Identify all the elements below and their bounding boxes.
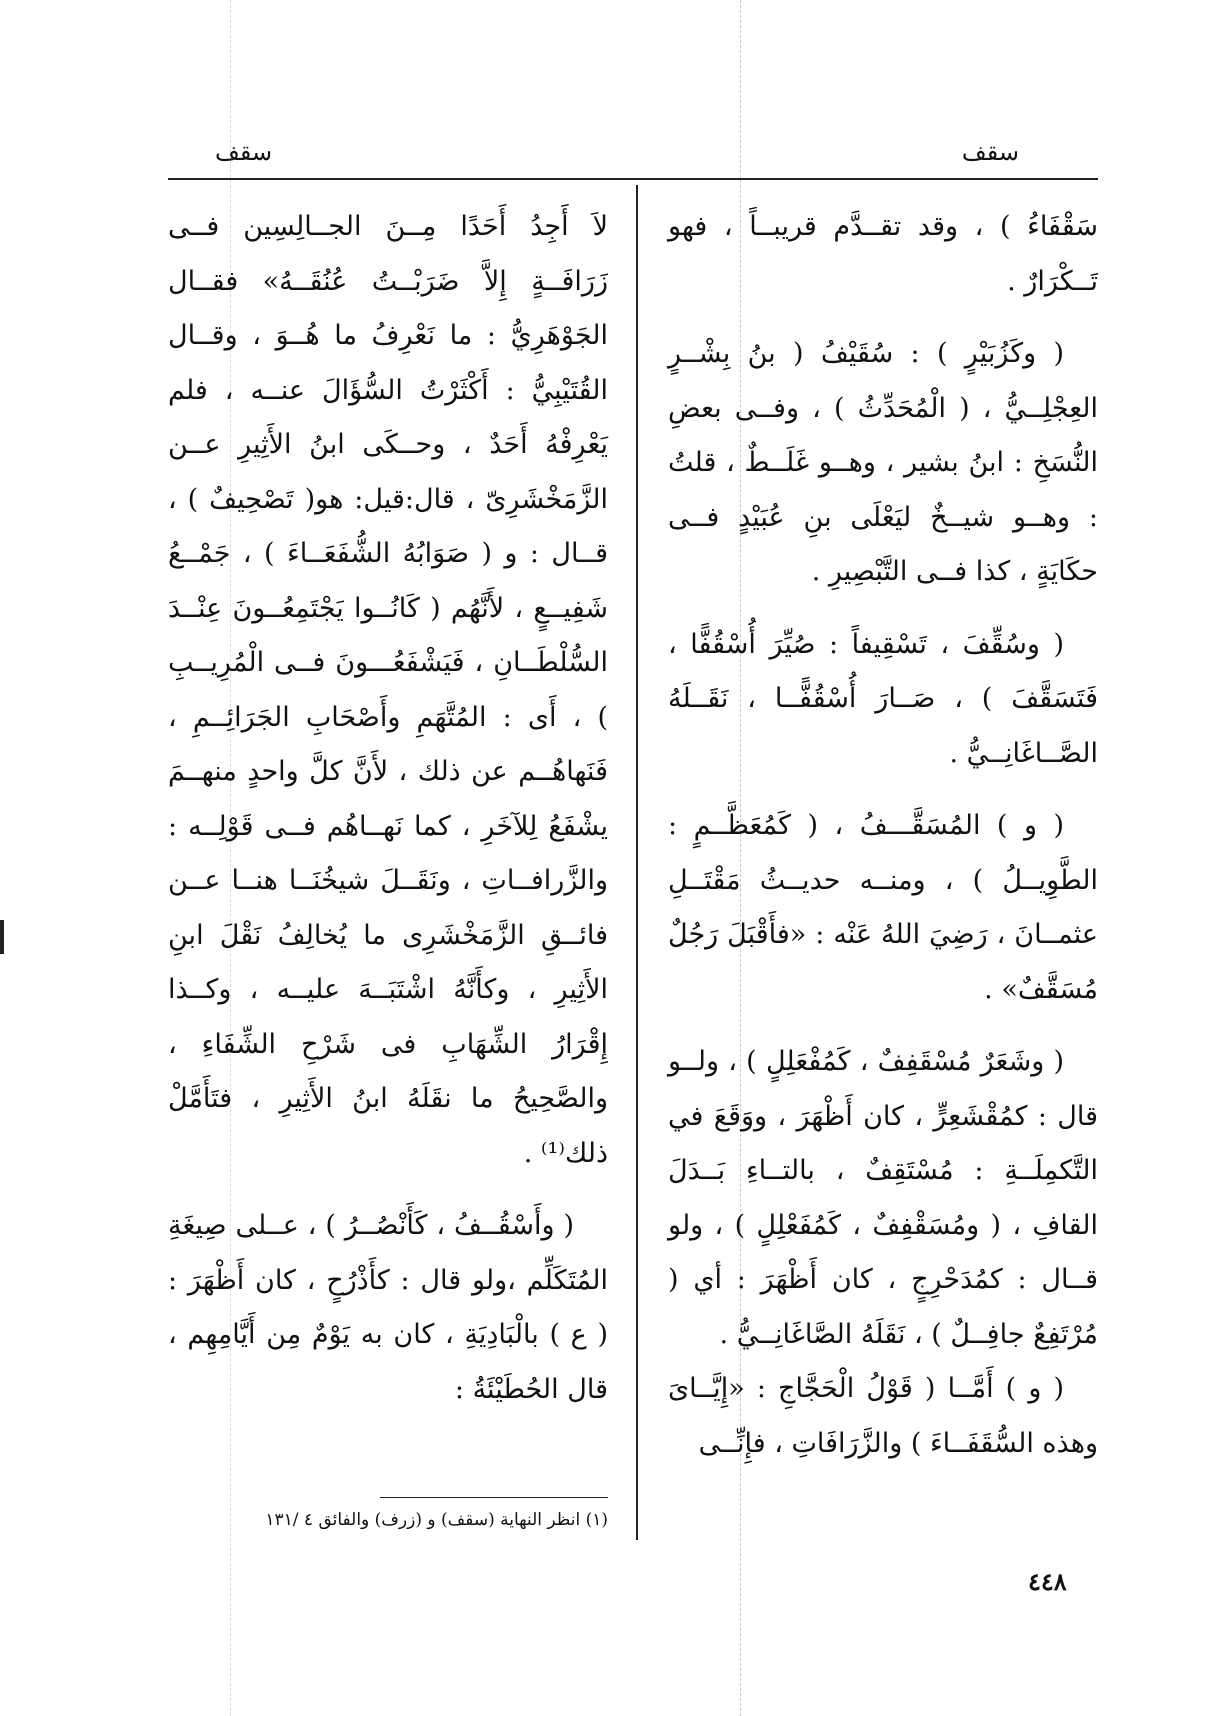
left-column (168, 200, 608, 1417)
entry-paragraph: ( وسُقِّفَ ، تَسْقِيفاً : صُيِّرَ أُسْقُفًّا ، فَتَسَقَّفَ ) ، صَــارَ أُسْقُفًّــا ، نَقَــلَهُ الصَّــاغَانِــيُّ . (668, 628, 1098, 769)
entry-paragraph: سَقْفَاءُ ) ، وقد تقــدَّم قريبــاً ، فهو تَــكْرَارٌ . (668, 211, 1098, 297)
entry-paragraph: ( و ) أَمَّــا ( قَوْلُ الْحَجَّاجِ : «إِيَّــاىَ وهذه السُّقَفَــاءَ ) والزَّرَافَاتِ ، فإِنِّــى (668, 1373, 1098, 1459)
entry-paragraph: ( وشَعَرٌ مُسْقَفِفٌ ، كَمُفْعَلِلٍ ) ، ولــو قال : كمُقْشَعِرٍّ ، كان أَظْهَرَ ، ووَقَعَ في التَّكمِلَــةِ : مُسْتَقِفٌ ، بالتــاءِ بَــدَلَ القافِ ، ( ومُسَقْفِفٌ ، كَمُفَعْلِلٍ ) ، ولو قــال : كمُدَحْرِجٍ ، كان أَظْهَرَ : أي ( مُرْتَفِعٌ جافِــلٌ ) ، نَقَلَهُ الصَّاغَانِــيُّ . (668, 1046, 1098, 1350)
entry-paragraph: ( و ) المُسَقَّـــفُ ، ( كَمُعَظَّــمٍ : الطَّوِيــلُ ) ، ومنــه حديــثُ مَقْتَــلِ عثمــانَ ، رَضِيَ اللهُ عَنْه : «فأَقْبَلَ رَجُلٌ مُسَقَّفٌ» . (668, 810, 1098, 1005)
footnote-rule (380, 1497, 608, 1498)
entry-paragraph: ( وأَسْقُــفُ ، كَأَنْصُــرُ ) ، عــلى صِيغَةِ المُتَكَلِّم ،ولو قال : كأَذْرُحٍ ، كان أَظْهَرَ : ( ع ) بالْبَادِيَةِ ، كان به يَوْمٌ مِن أَيَّامِهِم ، قال الحُطَيْئَةُ : (168, 1210, 608, 1405)
header-rule (168, 178, 1098, 180)
running-head-left: سقف (215, 138, 273, 166)
running-head-right: سقف (961, 138, 1019, 166)
page-number: ٤٤٨ (1028, 1567, 1067, 1596)
scan-edge-mark (0, 920, 4, 954)
entry-paragraph: ( وكَزُبَيْرٍ ) : سُقَيْفُ ( بنُ بِشْــرٍ العِجْلِــيُّ ، ( الْمُحَدِّثُ ) ، وفــى بعضِ النُّسَخِ : ابنُ بشير ، وهــو غَلَــطٌ ، قلتُ : وهــو شيــخٌ ليَعْلَى بنِ عُبَيْدٍ فــى حكَايَةٍ ، كذا فــى التَّبْصِيرِ . (668, 338, 1098, 587)
footnote: (١) انظر النهاية (سقف) و (زرف) والفائق ٤ /١٣١ (265, 1510, 608, 1530)
entry-paragraph: لاَ أَجِدُ أَحَدًا مِــنَ الجــالِسِين فــى زَرَافَــةٍ إِلاَّ ضَرَبْــتُ عُنُقَــهُ» فقــال الجَوْهَرِيُّ : ما نَعْرِفُ ما هُــوَ ، وقــال القُتَيْبِيُّ : أَكْثَرْتُ السُّؤَالَ عنــه ، فلم يَعْرِفْهُ أَحَدٌ ، وحــكَى ابنُ الأَثِيرِ عــن الزَّمَخْشَرِىّ ، قال:قيل: هو( تَصْحِيفٌ ) ، قــال : و ( صَوَابُهُ الشُّفَعَــاءَ ) ، جَمْــعُ شَفِيــعٍ ، لأَنَّهُم ( كَانُــوا يَجْتَمِعُــونَ عِنْــدَ السُّلْطَــانِ ، فَيَشْفَعُـــونَ فــى الْمُرِيــبِ ) ، أَى : المُتَّهَمِ وأَصْحَابِ الجَرَائِــمِ ، فَنَهاهُــم عن ذلك ، لأَنَّ كلَّ واحدٍ منهــمَ يشْفَعُ لِلآخَرِ ، كما نَهــاهُم فــى قَوْلِــه : والزَّرافــاتِ ، ونَقَــلَ شيخُنَــا هنــا عــن فائــقِ الزَّمَخْشَرِى ما يُخالِفُ نَقْلَ ابنِ الأَثِيرِ ، وكأَنَّهُ اشْتَبَــهَ عليــه ، وكــذا إِقْرَارُ الشِّهَابِ فى شَرْحِ الشِّفَاءِ ، والصَّحِيحُ ما نقَلَهُ ابنُ الأَثِيرِ ، فتَأَمَّلْ ذلك⁽¹⁾ . (168, 211, 608, 1169)
column-divider (636, 185, 638, 1540)
right-column (668, 200, 1098, 1471)
